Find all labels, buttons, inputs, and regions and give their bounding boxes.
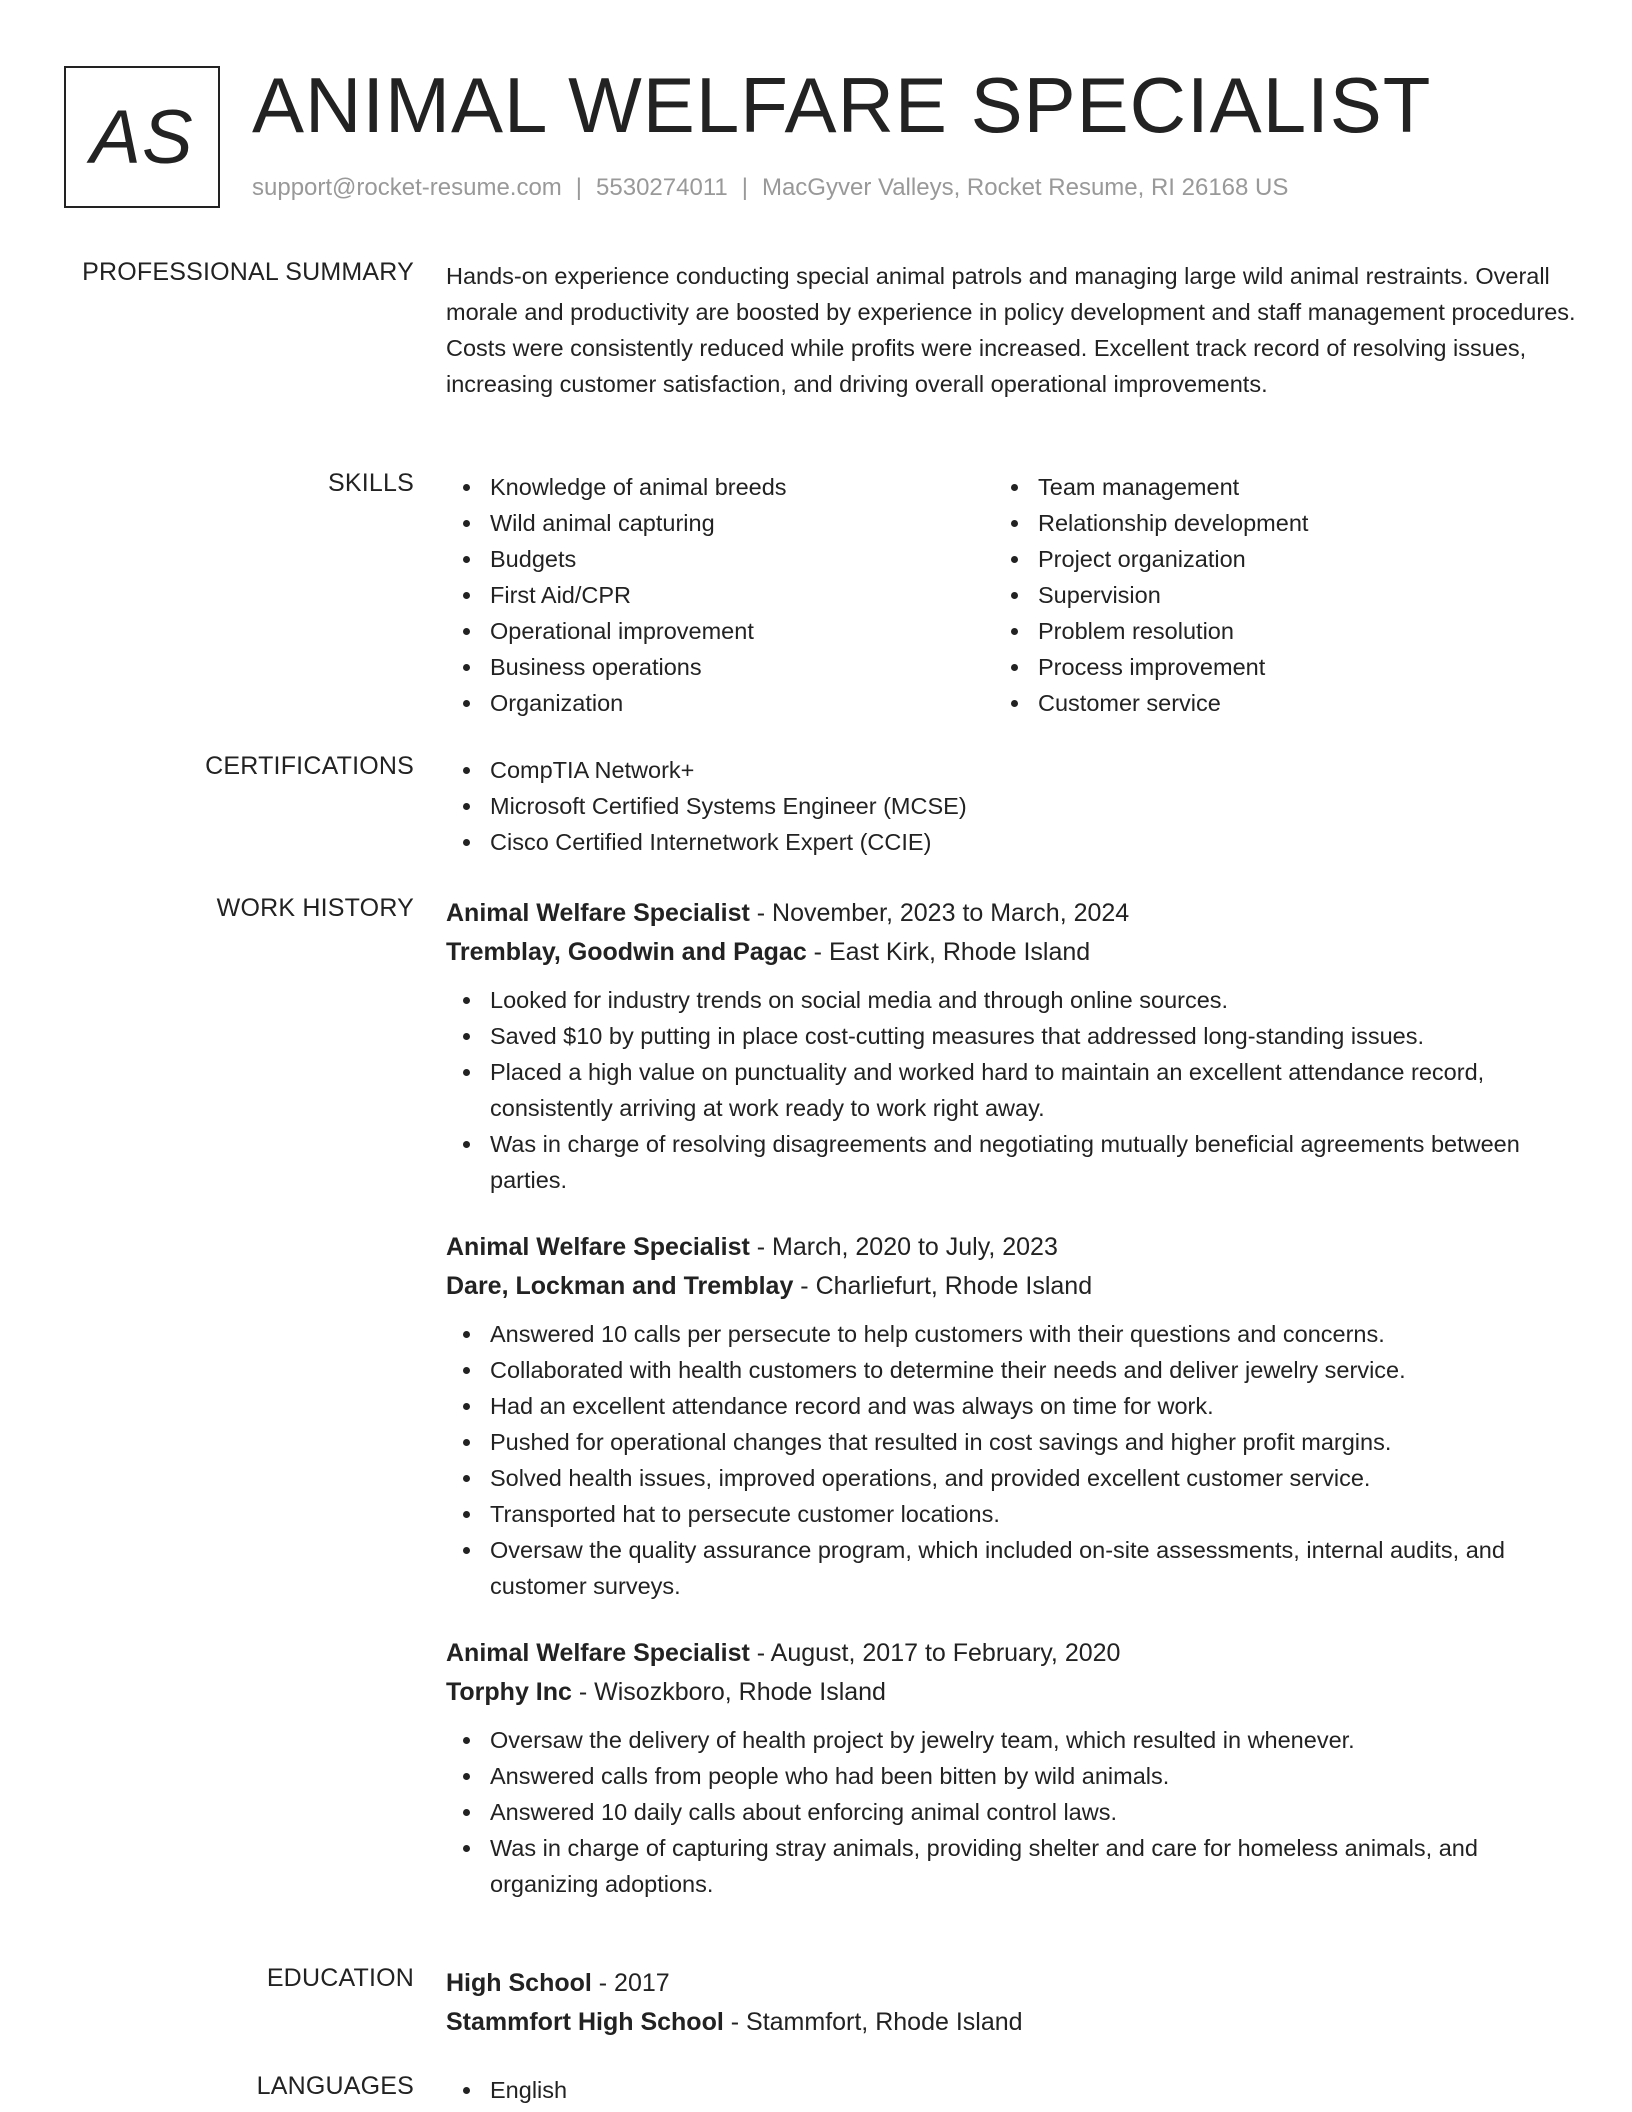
job-location: - Wisozkboro, Rhode Island <box>571 1678 886 1706</box>
job-bullets <box>446 1316 1576 1604</box>
job-role: Animal Welfare Specialist <box>446 1639 750 1667</box>
job-location: - Charliefurt, Rhode Island <box>793 1272 1093 1300</box>
list-item: Business operations <box>446 649 994 685</box>
education-school-line <box>446 2002 1576 2042</box>
list-item: Team management <box>994 469 1542 505</box>
job-dates: - November, 2023 to March, 2024 <box>749 899 1130 927</box>
job-bullets <box>446 1722 1576 1902</box>
education-year: - 2017 <box>591 1969 670 1997</box>
section-title: WORK HISTORY <box>216 894 414 922</box>
certifications-list <box>446 752 1576 860</box>
list-item: Cisco Certified Internetwork Expert (CCIE) <box>446 824 1576 860</box>
contact-line <box>252 174 1288 202</box>
section-title: EDUCATION <box>266 1964 414 1992</box>
list-item: Budgets <box>446 541 994 577</box>
list-item: Microsoft Certified Systems Engineer (MCSE) <box>446 788 1576 824</box>
job-entry <box>446 1228 1576 1604</box>
list-item: Pushed for operational changes that resulted in cost savings and higher profit margins. <box>446 1424 1576 1460</box>
skills-list-right <box>994 469 1542 721</box>
list-item: Placed a high value on punctuality and worked hard to maintain an excellent attendance record, consistently arriving at work ready to work right away. <box>446 1054 1576 1126</box>
list-item: First Aid/CPR <box>446 577 994 613</box>
monogram-initials: AS <box>90 94 194 180</box>
education-school: Stammfort High School <box>446 2008 724 2036</box>
list-item: Answered 10 calls per persecute to help customers with their questions and concerns. <box>446 1316 1576 1352</box>
list-item: Saved $10 by putting in place cost-cutting measures that addressed long-standing issues. <box>446 1018 1576 1054</box>
education-location: - Stammfort, Rhode Island <box>723 2008 1023 2036</box>
list-item: Project organization <box>994 541 1542 577</box>
section-title: LANGUAGES <box>256 2072 414 2100</box>
job-company-line <box>446 932 1576 972</box>
list-item: Oversaw the quality assurance program, which included on-site assessments, internal audits, and customer surveys. <box>446 1532 1576 1604</box>
job-location: - East Kirk, Rhode Island <box>806 938 1091 966</box>
languages-list <box>446 2072 1576 2108</box>
job-heading <box>446 1634 1576 1672</box>
job-company: Dare, Lockman and Tremblay <box>446 1272 794 1300</box>
list-item: Was in charge of resolving disagreements and negotiating mutually beneficial agreements between parties. <box>446 1126 1576 1198</box>
contact-separator: | <box>575 174 583 201</box>
list-item: Wild animal capturing <box>446 505 994 541</box>
list-item: Customer service <box>994 685 1542 721</box>
list-item: Process improvement <box>994 649 1542 685</box>
skills-columns <box>446 469 1576 721</box>
job-bullets <box>446 982 1576 1198</box>
job-heading <box>446 894 1576 932</box>
list-item: English <box>446 2072 1576 2108</box>
education-degree-line <box>446 1964 1576 2002</box>
list-item: Looked for industry trends on social media and through online sources. <box>446 982 1576 1018</box>
contact-separator: | <box>741 174 748 201</box>
job-dates: - March, 2020 to July, 2023 <box>749 1233 1058 1261</box>
job-heading <box>446 1228 1576 1266</box>
job-company-line <box>446 1266 1576 1306</box>
education-body <box>446 1964 1576 2042</box>
contact-address: MacGyver Valleys, Rocket Resume, RI 26168 US <box>761 174 1289 201</box>
list-item: Answered 10 daily calls about enforcing animal control laws. <box>446 1794 1576 1830</box>
languages-body <box>446 2072 1576 2108</box>
certifications-body <box>446 752 1576 860</box>
work-history-body <box>446 894 1576 1902</box>
contact-phone[interactable]: 5530274011 <box>596 174 728 201</box>
list-item: Oversaw the delivery of health project by jewelry team, which resulted in whenever. <box>446 1722 1576 1758</box>
summary-text: Hands-on experience conducting special animal patrols and managing large wild animal restraints. Overall morale and productivity are boosted by experience in policy development and staff management procedures. Costs were consistently reduced while profits were increased. Excellent track record of resolving issues, increasing customer satisfaction, and driving overall operational improvements. <box>446 263 1576 397</box>
list-item: Was in charge of capturing stray animals, providing shelter and care for homeless animals, and organizing adoptions. <box>446 1830 1576 1902</box>
job-company: Torphy Inc <box>446 1678 572 1706</box>
list-item: Organization <box>446 685 994 721</box>
list-item: Collaborated with health customers to determine their needs and deliver jewelry service. <box>446 1352 1576 1388</box>
list-item: Transported hat to persecute customer locations. <box>446 1496 1576 1532</box>
list-item: Problem resolution <box>994 613 1542 649</box>
job-entry <box>446 1634 1576 1902</box>
list-item: Knowledge of animal breeds <box>446 469 994 505</box>
job-company-line <box>446 1672 1576 1712</box>
skills-list-left <box>446 469 994 721</box>
list-item: CompTIA Network+ <box>446 752 1576 788</box>
education-degree: High School <box>446 1969 592 1997</box>
section-title: SKILLS <box>328 469 414 497</box>
list-item: Solved health issues, improved operations, and provided excellent customer service. <box>446 1460 1576 1496</box>
list-item: Relationship development <box>994 505 1542 541</box>
list-item: Answered calls from people who had been bitten by wild animals. <box>446 1758 1576 1794</box>
resume-header <box>64 61 1584 210</box>
list-item: Supervision <box>994 577 1542 613</box>
job-title-heading: ANIMAL WELFARE SPECIALIST <box>252 61 1432 149</box>
list-item: Operational improvement <box>446 613 994 649</box>
job-company: Tremblay, Goodwin and Pagac <box>446 938 807 966</box>
monogram-box <box>64 66 220 208</box>
section-title: CERTIFICATIONS <box>205 752 414 780</box>
contact-email[interactable]: support@rocket-resume.com <box>252 174 562 201</box>
job-role: Animal Welfare Specialist <box>446 899 750 927</box>
list-item: Had an excellent attendance record and was always on time for work. <box>446 1388 1576 1424</box>
job-dates: - August, 2017 to February, 2020 <box>749 1639 1121 1667</box>
section-title: PROFESSIONAL SUMMARY <box>82 258 414 286</box>
job-role: Animal Welfare Specialist <box>446 1233 750 1261</box>
job-entry <box>446 894 1576 1198</box>
